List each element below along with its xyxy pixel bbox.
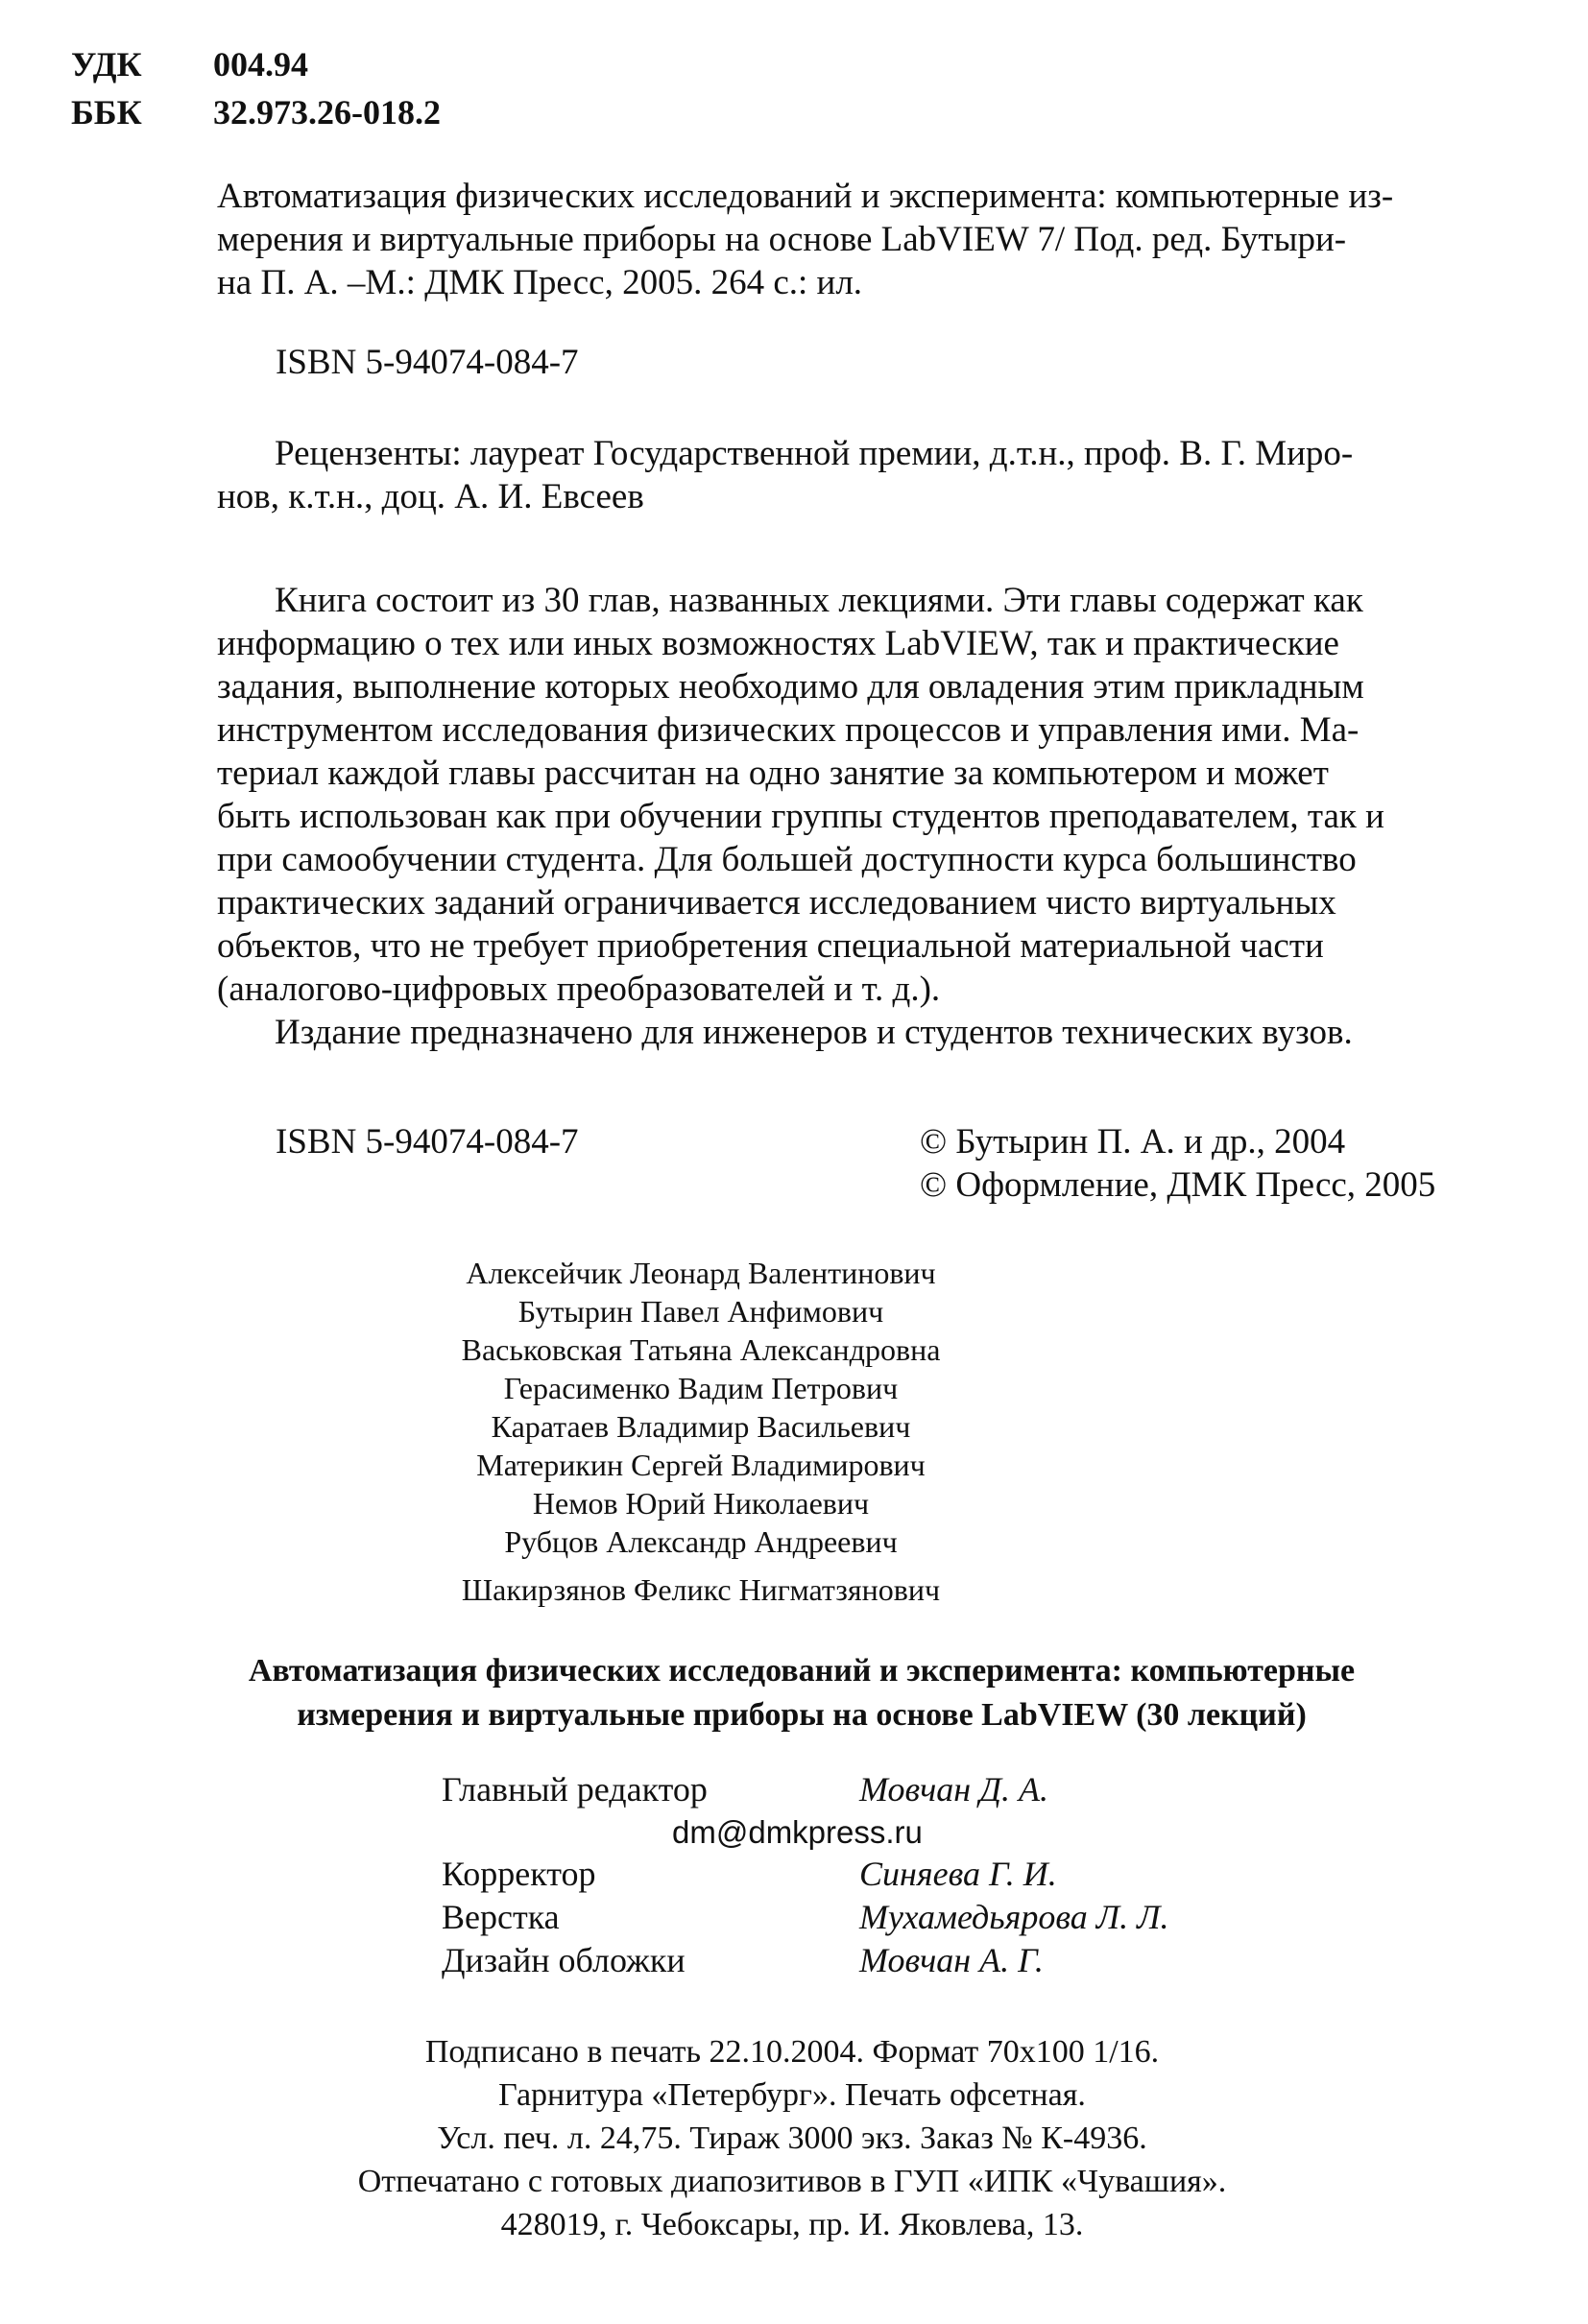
author-name: Рубцов Александр Андреевич: [504, 1524, 898, 1559]
imprint-line: Подписано в печать 22.10.2004. Формат 70х100 1/16.: [424, 2034, 1160, 2070]
author-name: Бутырин Павел Анфимович: [517, 1294, 884, 1329]
cover-design-role: Дизайн обложки: [442, 1941, 686, 1979]
annotation-line: объектов, что не требует приобретения специальной материальной части: [217, 926, 1324, 966]
copyright-design: © Оформление, ДМК Пресс, 2005: [920, 1165, 1436, 1205]
corrector-name: Синяева Г. И.: [859, 1855, 1057, 1893]
annotation-line: быть использован как при обучении группы студентов преподавателем, так и: [217, 797, 1384, 836]
imprint-line: 428019, г. Чебоксары, пр. И. Яковлева, 13.: [500, 2207, 1084, 2242]
imprint-line: Гарнитура «Петербург». Печать офсетная.: [498, 2077, 1086, 2113]
annotation-line: Книга состоит из 30 глав, названных лекциями. Эти главы содержат как: [275, 581, 1363, 620]
book-title-line: измерения и виртуальные приборы на основе LabVIEW (30 лекций): [297, 1697, 1307, 1733]
annotation-line: териал каждой главы рассчитан на одно занятие за компьютером и может: [217, 754, 1329, 793]
author-name: Васьковская Татьяна Александровна: [461, 1332, 941, 1367]
layout-role: Верстка: [442, 1898, 560, 1936]
author-name: Шакирзянов Феликс Нигматзянович: [461, 1572, 941, 1607]
cover-design-name: Мовчан А. Г.: [859, 1941, 1044, 1979]
annotation-line: (аналогово-цифровых преобразователей и т. д.).: [217, 970, 941, 1009]
author-name: Каратаев Владимир Васильевич: [491, 1409, 911, 1444]
audience-line: Издание предназначено для инженеров и студентов технических вузов.: [275, 1013, 1353, 1052]
udk-label: УДК: [71, 45, 142, 84]
udk-value: 004.94: [213, 45, 308, 84]
layout-name: Мухамедьярова Л. Л.: [859, 1898, 1169, 1936]
author-name: Немов Юрий Николаевич: [532, 1486, 870, 1521]
bbk-value: 32.973.26-018.2: [213, 93, 441, 132]
imprint-line: Усл. печ. л. 24,75. Тираж 3000 экз. Заказ № К-4936.: [437, 2120, 1147, 2156]
bibliographic-entry: [217, 175, 1471, 304]
annotation-line: инструментом исследования физических процессов и управления ими. Ма-: [217, 710, 1359, 750]
udk-line: [71, 40, 308, 88]
reviewers-line: Рецензенты: лауреат Государственной премии, д.т.н., проф. В. Г. Миро-: [275, 434, 1354, 473]
chief-editor-role: Главный редактор: [442, 1770, 708, 1809]
author-name: Алексейчик Леонард Валентинович: [466, 1256, 936, 1290]
annotation-line: при самообучении студента. Для большей доступности курса большинство: [217, 840, 1357, 879]
annotation: [217, 579, 1471, 1054]
corrector-role: Корректор: [442, 1855, 596, 1893]
bibliographic-line: Автоматизация физических исследований и эксперимента: компьютерные из-: [217, 177, 1394, 216]
bbk-line: [71, 88, 441, 136]
isbn-bottom: ISBN 5-94074-084-7: [276, 1122, 579, 1162]
imprint-details: [192, 2030, 1392, 2246]
editor-email: dm@dmkpress.ru: [672, 1814, 923, 1850]
chief-editor-name: Мовчан Д. А.: [859, 1770, 1049, 1809]
bbk-label: ББК: [71, 93, 142, 132]
author-name: Герасименко Вадим Петрович: [503, 1371, 899, 1405]
copyright-authors: © Бутырин П. А. и др., 2004: [920, 1122, 1346, 1162]
reviewers-line: нов, к.т.н., доц. А. И. Евсеев: [217, 477, 644, 516]
bibliographic-line: на П. А. –М.: ДМК Пресс, 2005. 264 с.: ил.: [217, 263, 863, 302]
reviewers: [217, 432, 1471, 518]
authors-list: [442, 1254, 960, 1609]
annotation-line: задания, выполнение которых необходимо для овладения этим прикладным: [217, 667, 1364, 707]
imprint-line: Отпечатано с готовых диапозитивов в ГУП «ИПК «Чувашия».: [357, 2164, 1227, 2199]
book-title: [144, 1649, 1459, 1737]
annotation-line: практических заданий ограничивается исследованием чисто виртуальных: [217, 883, 1336, 922]
bibliographic-line: мерения и виртуальные приборы на основе LabVIEW 7/ Под. ред. Бутыри-: [217, 220, 1347, 259]
annotation-line: информацию о тех или иных возможностях LabVIEW, так и практические: [217, 624, 1339, 663]
isbn-top: ISBN 5-94074-084-7: [276, 343, 579, 382]
author-name: Материкин Сергей Владимирович: [476, 1448, 926, 1482]
book-title-line: Автоматизация физических исследований и эксперимента: компьютерные: [248, 1653, 1356, 1689]
